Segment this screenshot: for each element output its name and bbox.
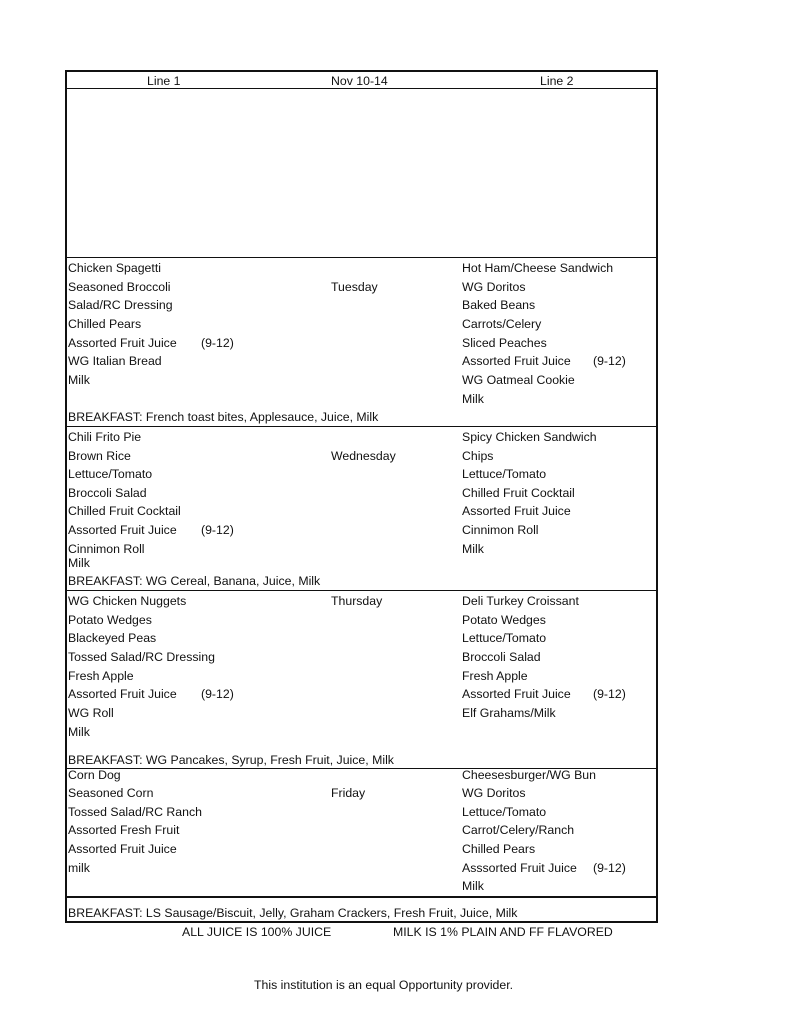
grade-note: (9-12) — [201, 336, 234, 350]
line1-menu-item: WG Italian Bread — [68, 354, 162, 368]
line2-menu-item: WG Oatmeal Cookie — [462, 373, 575, 387]
line2-menu-item: Hot Ham/Cheese Sandwich — [462, 261, 614, 275]
line2-menu-item: Lettuce/Tomato — [462, 805, 547, 819]
line1-menu-item: Chicken Spagetti — [68, 261, 161, 275]
line2-menu-item: Chilled Fruit Cocktail — [462, 486, 575, 500]
day-label: Friday — [331, 786, 366, 800]
line1-menu-item: Assorted Fresh Fruit — [68, 823, 180, 837]
line2-menu-item: Sliced Peaches — [462, 336, 547, 350]
line1-menu-item: Corn Dog — [68, 768, 121, 782]
line1-menu-item: Chilled Pears — [68, 317, 142, 331]
line1-menu-item: Broccoli Salad — [68, 486, 147, 500]
line2-menu-item: Lettuce/Tomato — [462, 467, 547, 481]
row-divider — [65, 590, 658, 591]
line1-menu-item: Lettuce/Tomato — [68, 467, 153, 481]
breakfast-line: BREAKFAST: WG Cereal, Banana, Juice, Milk — [68, 574, 321, 588]
line2-menu-item: Chips — [462, 449, 494, 463]
line1-menu-item: Fresh Apple — [68, 669, 134, 683]
line2-menu-item: Assorted Fruit Juice — [462, 687, 571, 701]
line1-menu-item: Assorted Fruit Juice — [68, 523, 177, 537]
line1-menu-item: Milk — [68, 556, 90, 570]
line2-menu-item: Milk — [462, 392, 484, 406]
breakfast-line: BREAKFAST: WG Pancakes, Syrup, Fresh Fruit, Juice, Milk — [68, 753, 394, 767]
day-label: Wednesday — [331, 449, 396, 463]
line1-menu-item: Chilled Fruit Cocktail — [68, 504, 181, 518]
line2-menu-item: Elf Grahams/Milk — [462, 706, 556, 720]
line1-menu-item: Assorted Fruit Juice — [68, 336, 177, 350]
breakfast-line: BREAKFAST: French toast bites, Applesauce, Juice, Milk — [68, 410, 379, 424]
line1-menu-item: WG Chicken Nuggets — [68, 594, 187, 608]
line2-menu-item: Milk — [462, 879, 484, 893]
equal-opportunity-statement: This institution is an equal Opportunity provider. — [254, 978, 514, 992]
line2-menu-item: Assorted Fruit Juice — [462, 354, 571, 368]
grade-note: (9-12) — [593, 861, 626, 875]
line2-menu-item: Asssorted Fruit Juice — [462, 861, 577, 875]
line1-menu-item: Brown Rice — [68, 449, 131, 463]
line1-menu-item: Assorted Fruit Juice — [68, 687, 177, 701]
header-line1: Line 1 — [147, 74, 181, 88]
line1-menu-item: Seasoned Broccoli — [68, 280, 171, 294]
line2-menu-item: Assorted Fruit Juice — [462, 504, 571, 518]
grade-note: (9-12) — [201, 523, 234, 537]
line2-menu-item: WG Doritos — [462, 280, 526, 294]
header-line2: Line 2 — [540, 74, 574, 88]
day-label: Thursday — [331, 594, 383, 608]
line2-menu-item: Milk — [462, 542, 484, 556]
milk-note: MILK IS 1% PLAIN AND FF FLAVORED — [393, 925, 613, 939]
line2-menu-item: Carrots/Celery — [462, 317, 542, 331]
line2-menu-item: Lettuce/Tomato — [462, 631, 547, 645]
line2-menu-item: Carrot/Celery/Ranch — [462, 823, 575, 837]
line2-menu-item: Chilled Pears — [462, 842, 536, 856]
line1-menu-item: Blackeyed Peas — [68, 631, 157, 645]
line1-menu-item: Milk — [68, 373, 90, 387]
line1-menu-item: Tossed Salad/RC Ranch — [68, 805, 202, 819]
line1-menu-item: milk — [68, 861, 90, 875]
line2-menu-item: Broccoli Salad — [462, 650, 541, 664]
grade-note: (9-12) — [201, 687, 234, 701]
grade-note: (9-12) — [593, 687, 626, 701]
line2-menu-item: Cheesesburger/WG Bun — [462, 768, 596, 782]
line1-menu-item: WG Roll — [68, 706, 114, 720]
grade-note: (9-12) — [593, 354, 626, 368]
line1-menu-item: Chili Frito Pie — [68, 430, 142, 444]
row-divider — [65, 896, 658, 898]
line2-menu-item: Deli Turkey Croissant — [462, 594, 579, 608]
header-week: Nov 10-14 — [331, 74, 388, 88]
line1-menu-item: Cinnimon Roll — [68, 542, 145, 556]
row-divider — [65, 257, 658, 258]
line1-menu-item: Salad/RC Dressing — [68, 298, 173, 312]
day-label: Tuesday — [331, 280, 378, 294]
line2-menu-item: Fresh Apple — [462, 669, 528, 683]
line1-menu-item: Milk — [68, 725, 90, 739]
juice-note: ALL JUICE IS 100% JUICE — [182, 925, 332, 939]
line1-menu-item: Seasoned Corn — [68, 786, 154, 800]
line1-menu-item: Assorted Fruit Juice — [68, 842, 177, 856]
line1-menu-item: Potato Wedges — [68, 613, 152, 627]
line2-menu-item: Baked Beans — [462, 298, 536, 312]
line2-menu-item: Cinnimon Roll — [462, 523, 539, 537]
breakfast-line: BREAKFAST: LS Sausage/Biscuit, Jelly, Graham Crackers, Fresh Fruit, Juice, Milk — [68, 906, 518, 920]
line2-menu-item: Potato Wedges — [462, 613, 546, 627]
line2-menu-item: WG Doritos — [462, 786, 526, 800]
row-divider — [65, 426, 658, 427]
line1-menu-item: Tossed Salad/RC Dressing — [68, 650, 215, 664]
line2-menu-item: Spicy Chicken Sandwich — [462, 430, 597, 444]
